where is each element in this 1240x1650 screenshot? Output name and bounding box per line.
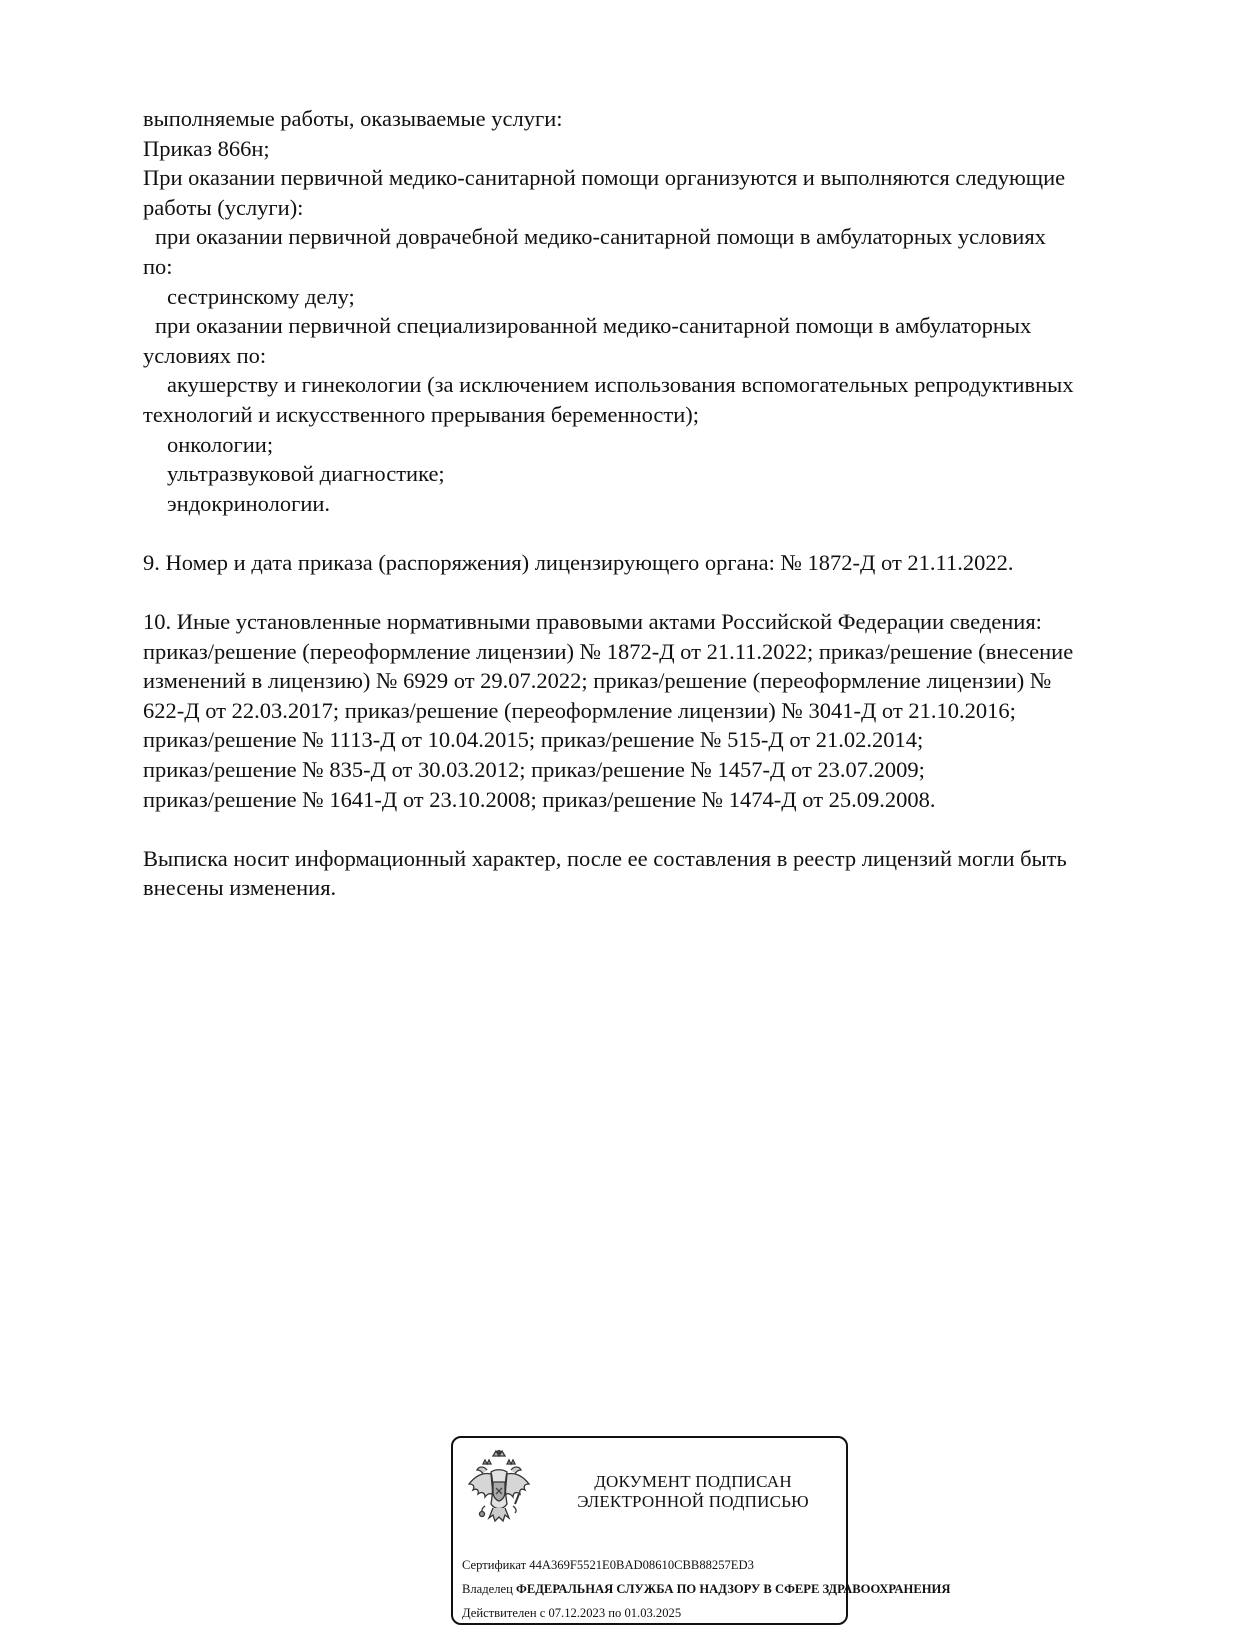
certificate-label: Сертификат — [462, 1558, 527, 1572]
stamp-title-line-1: ДОКУМЕНТ ПОДПИСАН — [594, 1472, 792, 1491]
order-reference: Приказ 866н; — [143, 135, 270, 161]
prevrach-care-line-1: при оказании первичной доврачебной медико-санитарной помощи в амбулаторных условиях — [155, 224, 1046, 250]
stamp-certificate — [462, 1553, 950, 1577]
owner-value: ФЕДЕРАЛЬНАЯ СЛУЖБА ПО НАДЗОРУ В СФЕРЕ ЗДРАВООХРАНЕНИЯ — [516, 1582, 951, 1596]
stamp-details — [462, 1553, 950, 1625]
service-obstetrics-line-2: технологий и искусственного прерывания беременности); — [143, 401, 700, 427]
specialized-care-line-2: условиях по: — [143, 342, 267, 368]
item-10-line: приказ/решение № 1113-Д от 10.04.2015; приказ/решение № 515-Д от 21.02.2014; — [143, 727, 924, 753]
works-intro: выполняемые работы, оказываемые услуги: — [143, 106, 563, 131]
service-nursing: сестринскому делу; — [167, 283, 355, 309]
disclaimer-line-2: внесены изменения. — [143, 875, 337, 901]
service-oncology: онкологии; — [167, 431, 274, 457]
owner-label: Владелец — [462, 1582, 513, 1596]
stamp-validity: Действителен с 07.12.2023 по 01.03.2025 — [462, 1606, 682, 1620]
specialized-care-line-1: при оказании первичной специализированной медико-санитарной помощи в амбулаторных — [155, 313, 1032, 339]
service-endocrinology: эндокринологии. — [167, 490, 331, 516]
item-10-line: 622-Д от 22.03.2017; приказ/решение (переоформление лицензии) № 3041-Д от 21.10.2016; — [143, 697, 1016, 723]
item-10-line: 10. Иные установленные нормативными правовыми актами Российской Федерации сведения: — [143, 609, 1042, 635]
service-obstetrics-line-1: акушерству и гинекологии (за исключением использования вспомогательных репродуктивных — [167, 372, 1074, 398]
russian-coat-of-arms-icon — [463, 1448, 535, 1530]
certificate-value: 44A369F5521E0BAD08610CBB88257ED3 — [529, 1558, 754, 1572]
document-body — [143, 104, 1143, 903]
item-10-line: приказ/решение № 835-Д от 30.03.2012; приказ/решение № 1457-Д от 23.07.2009; — [143, 757, 925, 783]
item-10-line: изменений в лицензию) № 6929 от 29.07.2022; приказ/решение (переоформление лицензии) № — [143, 668, 1052, 694]
prevrach-care-line-2: по: — [143, 253, 173, 279]
electronic-signature-stamp — [451, 1436, 951, 1625]
item-10-line: приказ/решение № 1641-Д от 23.10.2008; приказ/решение № 1474-Д от 25.09.2008. — [143, 786, 936, 812]
stamp-owner — [462, 1577, 950, 1601]
primary-care-line-1: При оказании первичной медико-санитарной помощи организуются и выполняются следующие — [143, 165, 1066, 191]
stamp-title-line-2: ЭЛЕКТРОННОЙ ПОДПИСЬЮ — [577, 1492, 809, 1511]
item-9-order-number: 9. Номер и дата приказа (распоряжения) лицензирующего органа: № 1872-Д от 21.11.2022. — [143, 549, 1014, 575]
stamp-title — [548, 1472, 838, 1512]
item-10-line: приказ/решение (переоформление лицензии) № 1872-Д от 21.11.2022; приказ/решение (внесение — [143, 638, 1074, 664]
disclaimer-line-1: Выписка носит информационный характер, после ее составления в реестр лицензий могли быть — [143, 845, 1067, 871]
service-ultrasound: ультразвуковой диагностике; — [167, 461, 445, 487]
primary-care-line-2: работы (услуги): — [143, 194, 304, 220]
